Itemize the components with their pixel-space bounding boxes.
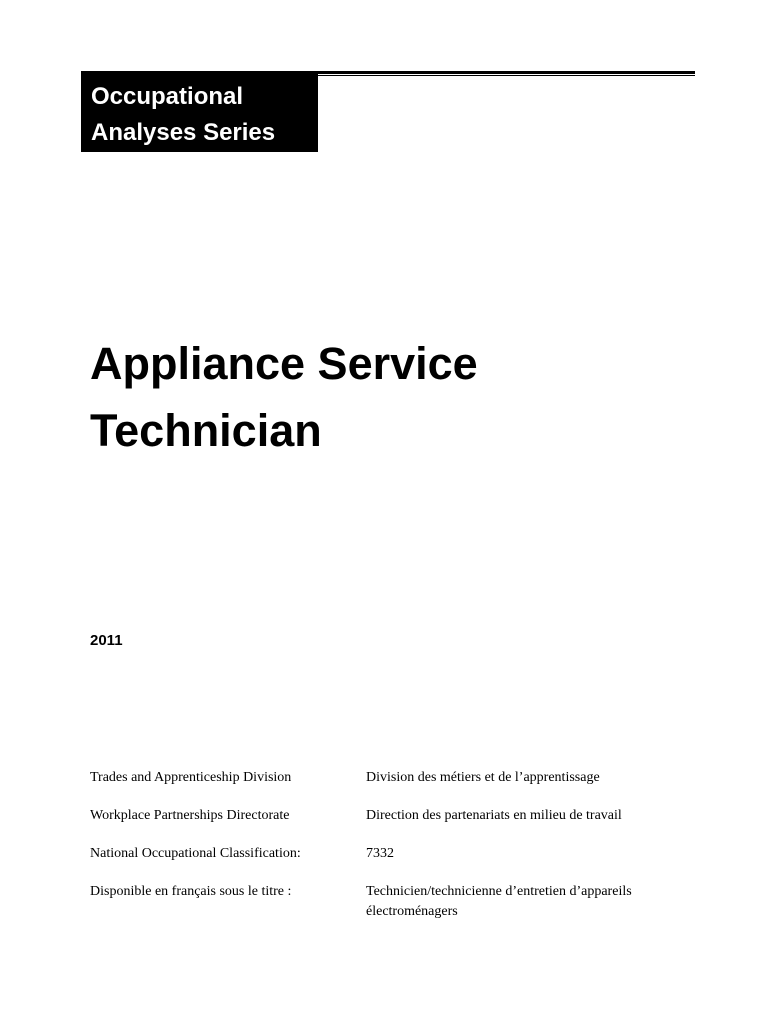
document-title <box>90 330 710 464</box>
info-label: National Occupational Classification: <box>90 846 301 861</box>
series-label-line2: Analyses Series <box>91 119 276 146</box>
series-label-box <box>81 71 318 152</box>
info-label: Workplace Partnerships Directorate <box>90 808 290 823</box>
info-value: Technicien/technicienne d’entretien d’appareils électroménagers <box>366 884 632 919</box>
header-rule-thick <box>318 71 695 74</box>
info-value: Division des métiers et de l’apprentissage <box>366 770 600 785</box>
publication-year: 2011 <box>90 632 123 649</box>
series-label-line1: Occupational <box>91 83 244 110</box>
info-row-french-title <box>90 882 670 922</box>
info-value: 7332 <box>366 846 394 861</box>
info-row-division <box>90 768 670 788</box>
info-label: Trades and Apprenticeship Division <box>90 770 292 785</box>
info-row-noc <box>90 844 670 864</box>
document-title-line2: Technician <box>90 405 322 456</box>
info-label: Disponible en français sous le titre : <box>90 884 292 899</box>
info-value: Direction des partenariats en milieu de travail <box>366 808 622 823</box>
header-rule-thin <box>318 75 695 76</box>
document-title-line1: Appliance Service <box>90 338 478 389</box>
info-table <box>90 768 670 940</box>
info-row-directorate <box>90 806 670 826</box>
